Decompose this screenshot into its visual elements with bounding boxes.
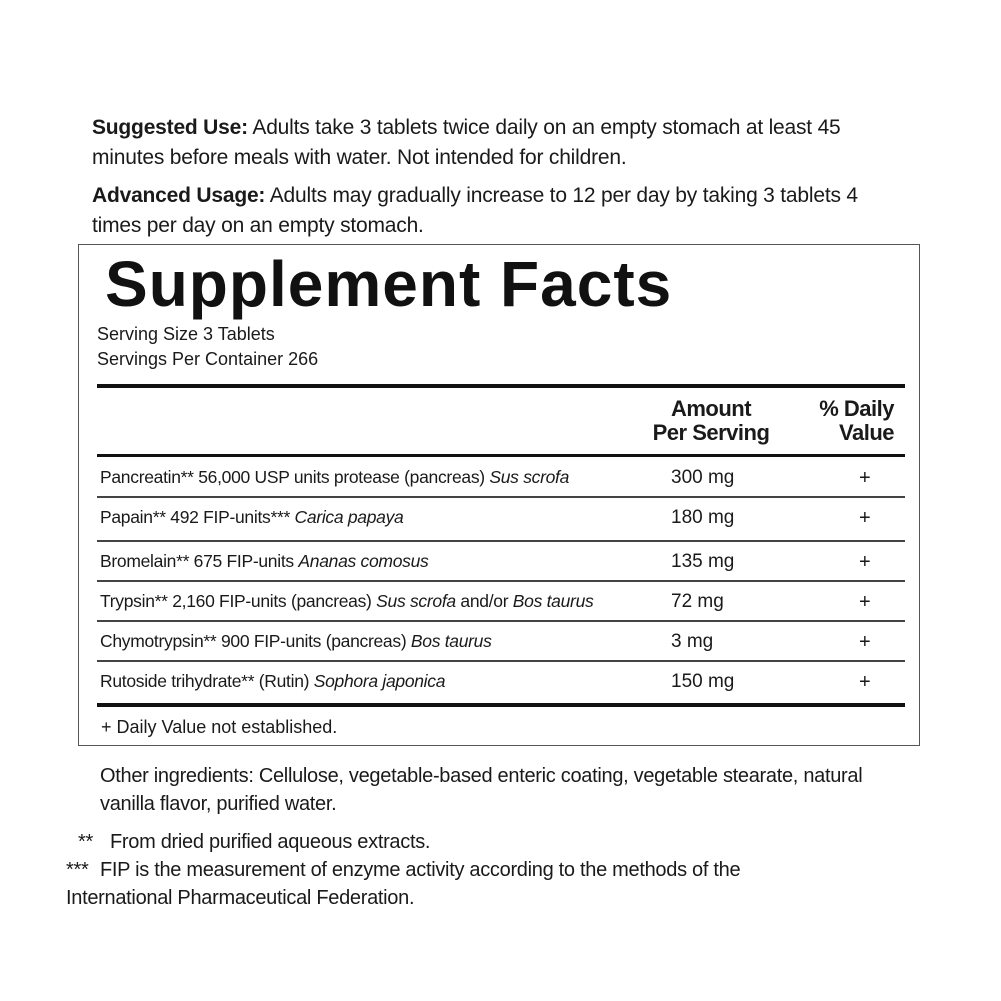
ingredient-name	[100, 591, 593, 612]
ingredient-daily-value: +	[859, 551, 871, 573]
ingredient-source-alt: Bos taurus	[512, 591, 594, 611]
ingredient-source: Sophora japonica	[313, 671, 446, 691]
ingredient-name-text: Chymotrypsin** 900 FIP-units (pancreas)	[100, 631, 411, 651]
footnote-text: From dried purified aqueous extracts.	[110, 831, 431, 853]
ingredient-daily-value: +	[859, 467, 871, 489]
ingredient-name	[100, 467, 569, 488]
ingredient-name-tail: and/or	[455, 591, 513, 611]
table-row	[97, 457, 905, 497]
footnote-mark: **	[78, 831, 93, 853]
table-row	[97, 661, 905, 701]
ingredient-source: Carica papaya	[294, 507, 404, 527]
ingredient-daily-value: +	[859, 631, 871, 653]
dv-header-line1: % Daily	[819, 396, 894, 421]
dv-header-line2: Value	[839, 420, 894, 445]
table-row	[97, 581, 905, 621]
advanced-usage-label: Advanced Usage:	[92, 184, 266, 207]
ingredient-source: Sus scrofa	[489, 467, 570, 487]
suggested-use	[92, 113, 892, 173]
ingredient-daily-value: +	[859, 671, 871, 693]
table-row	[97, 497, 905, 537]
ingredient-name	[100, 631, 492, 652]
suggested-use-text: Adults take 3 tablets twice daily on an empty stomach at least 45 minutes before meals with water. Not intended for children.	[92, 116, 841, 169]
serving-size: Serving Size 3 Tablets	[97, 324, 275, 344]
ingredient-name-text: Rutoside trihydrate** (Rutin)	[100, 671, 314, 691]
ingredient-amount: 72 mg	[671, 591, 724, 612]
supplement-facts-panel	[78, 244, 920, 746]
ingredient-name	[100, 551, 428, 572]
daily-value-header	[794, 397, 894, 445]
ingredient-name-text: Papain** 492 FIP-units***	[100, 507, 295, 527]
suggested-use-label: Suggested Use:	[92, 116, 248, 139]
ingredient-source: Bos taurus	[410, 631, 492, 651]
ingredient-name-text: Bromelain** 675 FIP-units	[100, 551, 299, 571]
daily-value-note: + Daily Value not established.	[101, 717, 338, 737]
ingredient-name	[100, 507, 404, 528]
table-row	[97, 621, 905, 661]
ingredient-name-text: Pancreatin** 56,000 USP units protease (pancreas)	[100, 467, 490, 487]
footer-rule	[97, 703, 905, 707]
amount-header-line2: Per Serving	[652, 420, 770, 445]
advanced-usage-text: Adults may gradually increase to 12 per day by taking 3 tablets 4 times per day on an empty stomach.	[92, 184, 858, 237]
footnote-mark: ***	[66, 859, 89, 881]
ingredient-amount: 150 mg	[671, 671, 735, 692]
footnote	[78, 828, 430, 856]
ingredient-daily-value: +	[859, 507, 871, 529]
facts-title: Supplement Facts	[105, 248, 673, 320]
ingredient-amount: 180 mg	[671, 507, 735, 528]
amount-header	[645, 397, 777, 445]
ingredient-name	[100, 671, 445, 692]
header-rule	[97, 384, 905, 388]
table-row	[97, 541, 905, 581]
advanced-usage	[92, 181, 892, 241]
other-ingredients: Other ingredients: Cellulose, vegetable-based enteric coating, vegetable stearate, natural vanilla flavor, purified water.	[100, 765, 863, 815]
ingredient-amount: 135 mg	[671, 551, 735, 572]
ingredient-source: Sus scrofa	[376, 591, 456, 611]
ingredient-source: Ananas comosus	[298, 551, 429, 571]
ingredient-name-text: Trypsin** 2,160 FIP-units (pancreas)	[100, 591, 377, 611]
ingredient-daily-value: +	[859, 591, 871, 613]
footnote	[66, 856, 786, 912]
servings-per-container: Servings Per Container 266	[97, 349, 319, 369]
amount-header-line1: Amount	[670, 396, 752, 421]
footnote-text: FIP is the measurement of enzyme activity according to the methods of the International Pharmaceutical Federation.	[66, 859, 741, 909]
ingredient-amount: 300 mg	[671, 467, 735, 488]
ingredient-amount: 3 mg	[671, 631, 714, 652]
